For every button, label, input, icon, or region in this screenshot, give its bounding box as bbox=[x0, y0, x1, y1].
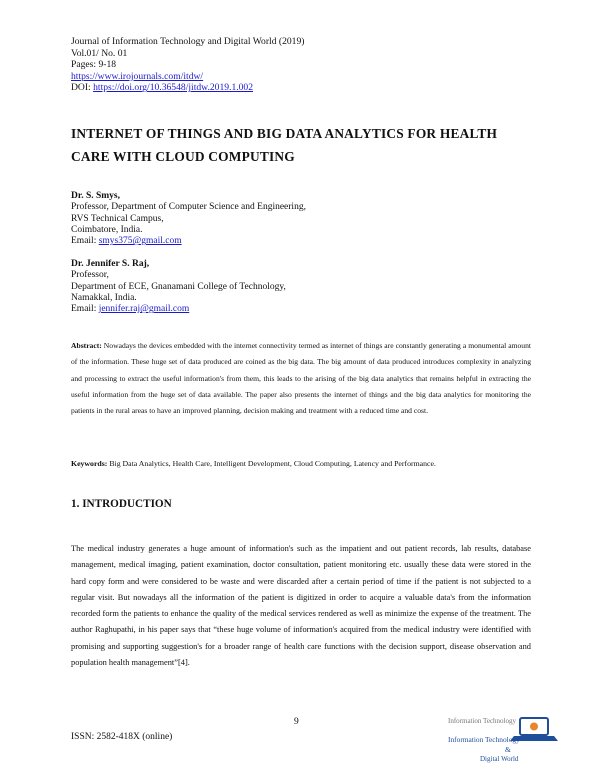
author-email-link[interactable]: smys375@gmail.com bbox=[98, 236, 182, 247]
author-affiliation: Department of ECE, Gnanamani College of Technology, bbox=[71, 281, 286, 292]
journal-pages: Pages: 9-18 bbox=[71, 59, 117, 71]
logo-top-text: Information Technology bbox=[448, 717, 517, 725]
author-block-1 bbox=[71, 191, 306, 247]
title-line-2: CARE WITH CLOUD COMPUTING bbox=[71, 149, 295, 164]
author-affiliation: Professor, Department of Computer Science and Engineering, bbox=[71, 202, 306, 213]
intro-paragraph: The medical industry generates a huge amount of information's such as the impatient and out patient records, lab results, database management, medical imaging, patient examination, doctor consultation, patient monitoring etc. usually these data were stored in the hard copy form and were considered to be waste and were discarded after a certain period of time if the patient is not subjected to a regular visit. But nowadays all the information of the patient is digitized in order to acquire a valuable data's from the information recorded form the patients to enhance the quality of the medical services rendered as well as minimize the expense of the treatment. The author Raghupathi, in his paper says that “these huge volume of information's acquired from the medical industry were identified with promising and supporting suggestion's for a broader range of health care functions with the decision support, disease observation and population health management”[4]. bbox=[71, 544, 531, 668]
doi-link[interactable]: https://doi.org/10.36548/jitdw.2019.1.002 bbox=[93, 82, 254, 94]
email-label: Email: bbox=[71, 304, 99, 315]
author-affiliation: RVS Technical Campus, bbox=[71, 213, 164, 224]
author-affiliation: Coimbatore, India. bbox=[71, 224, 143, 235]
issn: ISSN: 2582-418X (online) bbox=[71, 732, 173, 742]
journal-url-link[interactable]: https://www.irojournals.com/itdw/ bbox=[71, 70, 204, 82]
keywords-text: Big Data Analytics, Health Care, Intelligent Development, Cloud Computing, Latency and Performance. bbox=[107, 459, 436, 468]
abstract bbox=[71, 338, 531, 419]
author-name: Dr. S. Smys, bbox=[71, 191, 121, 201]
email-label: Email: bbox=[71, 236, 99, 247]
author-email-link[interactable]: jennifer.raj@gmail.com bbox=[98, 304, 190, 315]
keywords-label: Keywords: bbox=[71, 459, 108, 468]
author-affiliation: Namakkal, India. bbox=[71, 292, 137, 303]
doi-label: DOI: bbox=[71, 82, 94, 94]
section-heading: 1. INTRODUCTION bbox=[71, 498, 172, 510]
author-affiliation: Professor, bbox=[71, 270, 109, 281]
page-number: 9 bbox=[294, 717, 299, 727]
paper-title bbox=[71, 122, 541, 168]
journal-volume: Vol.01/ No. 01 bbox=[71, 47, 128, 59]
abstract-text: Nowadays the devices embedded with the internet connectivity termed as internet of things are constantly generating a monumental amount of the information. These huge set of data produced are coined as the big data. The big amount of data produced introduces complexity in analyzing and processing to extract the useful information's from them, this leads to the arising of the big data analytics that remains helpful in extracting the useful information from the huge set of data available. The paper also presents the internet of things and the big data analytics for monitoring the patients in the rural areas to have an improved planning, decision making and treatment with a reduced time and cost. bbox=[71, 341, 531, 416]
logo-line-2: & bbox=[505, 745, 511, 754]
journal-title: Journal of Information Technology and Digital World (2019) bbox=[71, 36, 305, 47]
title-line-1: INTERNET OF THINGS AND BIG DATA ANALYTICS FOR HEALTH bbox=[71, 126, 498, 141]
journal-logo bbox=[448, 717, 568, 767]
logo-line-3: Digital World bbox=[480, 755, 519, 763]
keywords bbox=[71, 459, 531, 468]
author-block-2 bbox=[71, 259, 286, 315]
author-name: Dr. Jennifer S. Raj, bbox=[71, 259, 150, 269]
journal-header bbox=[71, 36, 304, 94]
abstract-label: Abstract: bbox=[71, 341, 102, 350]
logo-line-1: Information Technology bbox=[448, 735, 520, 744]
